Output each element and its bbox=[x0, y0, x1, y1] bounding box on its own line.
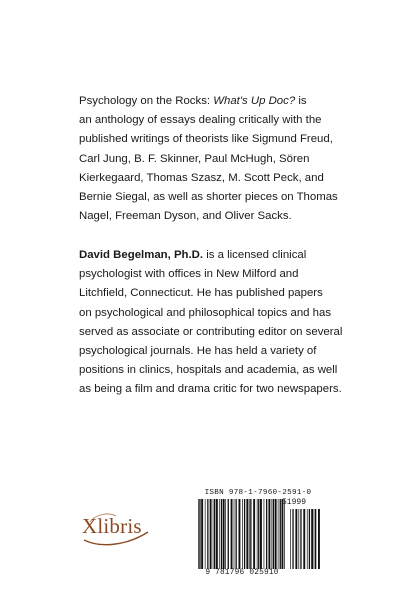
barcode-bar bbox=[318, 509, 320, 569]
barcode-bar bbox=[249, 499, 250, 569]
barcode-bar bbox=[201, 499, 203, 569]
barcode-bar bbox=[225, 499, 226, 569]
barcode-bar bbox=[268, 499, 270, 569]
barcode-bar bbox=[207, 499, 208, 569]
barcode-bar bbox=[239, 499, 241, 569]
isbn-label: ISBN 978-1-7960-2591-0 bbox=[204, 489, 312, 497]
barcode-bar bbox=[244, 499, 245, 569]
barcode-bar bbox=[298, 509, 299, 569]
barcode-bar bbox=[205, 499, 206, 569]
description-line-7: Nagel, Freeman Dyson, and Oliver Sacks. bbox=[79, 210, 292, 223]
book-subtitle: What's Up Doc? bbox=[213, 95, 296, 107]
author-bio bbox=[79, 246, 349, 400]
barcode-bar bbox=[315, 509, 316, 569]
barcode-bar bbox=[257, 499, 258, 569]
barcode-bar bbox=[292, 509, 293, 569]
barcode-bar bbox=[275, 499, 277, 569]
author-name: David Begelman, Ph.D. bbox=[79, 249, 204, 261]
barcode-bar bbox=[307, 509, 308, 569]
barcode-bar bbox=[260, 499, 262, 569]
description-line-2: an anthology of essays dealing critically with the bbox=[79, 114, 322, 127]
isbn-barcode bbox=[194, 489, 322, 585]
barcode-bar bbox=[223, 499, 225, 569]
logo-text: Xlibris bbox=[82, 514, 142, 538]
description-line-3: published writings of theorists like Sigmund Freud, bbox=[79, 133, 333, 146]
barcode-bar bbox=[231, 499, 233, 569]
xlibris-logo bbox=[80, 510, 152, 550]
barcode-bar bbox=[199, 499, 200, 569]
barcode-bar bbox=[278, 499, 279, 569]
bio-line-1: David Begelman, Ph.D. is a licensed clinical bbox=[79, 249, 307, 261]
barcode-bar bbox=[282, 499, 284, 569]
description-line-4: Carl Jung, B. F. Skinner, Paul McHugh, Sören bbox=[79, 152, 310, 165]
barcode-bar bbox=[284, 499, 285, 569]
bio-line-6: psychological journals. He has held a variety of bbox=[79, 345, 317, 358]
barcode-bar bbox=[228, 499, 229, 569]
barcode-bar bbox=[303, 509, 305, 569]
bio-line-7: positions in clinics, hospitals and academia, as well bbox=[79, 364, 338, 377]
bio-line-4: on psychological and philosophical topics and has bbox=[79, 306, 332, 319]
barcode-bar bbox=[250, 499, 251, 569]
barcode-bar bbox=[242, 499, 243, 569]
barcode-bar bbox=[214, 499, 215, 569]
price-code: 51999 bbox=[282, 498, 307, 507]
description-line-1: Psychology on the Rocks: What's Up Doc? is bbox=[79, 95, 307, 107]
barcode-bar bbox=[198, 499, 199, 569]
barcode-bar bbox=[246, 499, 248, 569]
description-line-5: Kierkegaard, Thomas Szasz, M. Scott Peck, and bbox=[79, 171, 324, 184]
barcode-bar bbox=[213, 499, 214, 569]
barcode-bar bbox=[210, 499, 212, 569]
barcode-bar bbox=[273, 499, 274, 569]
barcode-bar bbox=[266, 499, 267, 569]
barcode-bar bbox=[234, 499, 235, 569]
barcode-bar bbox=[272, 499, 273, 569]
barcode-bar bbox=[258, 499, 259, 569]
bio-line-5: served as associate or contributing editor on several bbox=[79, 325, 343, 338]
barcode-bar bbox=[219, 499, 220, 569]
barcode-bar bbox=[290, 509, 291, 569]
barcode-bar bbox=[295, 509, 297, 569]
barcode-bar bbox=[236, 499, 237, 569]
book-description bbox=[79, 92, 349, 226]
description-line-6: Bernie Siegal, as well as shorter pieces on Thomas bbox=[79, 191, 338, 204]
bio-line-8: as being a film and drama critic for two newspapers. bbox=[79, 383, 342, 396]
barcode-bar bbox=[311, 509, 313, 569]
barcode-bar bbox=[216, 499, 218, 569]
barcode-bar bbox=[314, 509, 315, 569]
barcode-bars bbox=[194, 499, 322, 571]
barcode-bar bbox=[309, 509, 310, 569]
barcode-bar bbox=[280, 499, 281, 569]
bio-line-2: psychologist with offices in New Milford and bbox=[79, 268, 299, 281]
ean-digits: 9 781796 025910 bbox=[205, 569, 279, 577]
bio-line-3: Litchfield, Connecticut. He has published papers bbox=[79, 287, 323, 300]
barcode-bar bbox=[221, 499, 222, 569]
barcode-bar bbox=[300, 509, 301, 569]
barcode-bar bbox=[253, 499, 255, 569]
barcode-bar bbox=[264, 499, 265, 569]
